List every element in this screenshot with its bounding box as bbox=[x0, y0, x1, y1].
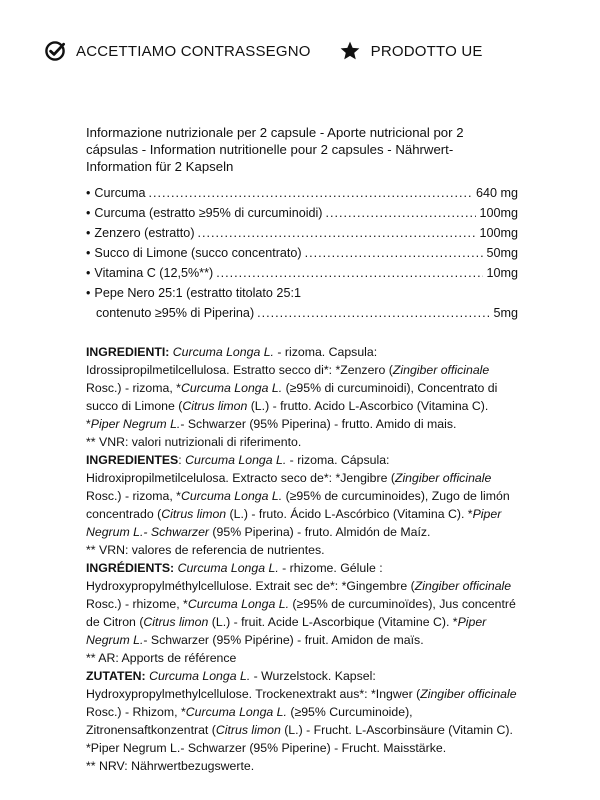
latin-name: Piper Negrum L. bbox=[90, 417, 181, 431]
eu-badge-label: PRODOTTO UE bbox=[370, 42, 483, 60]
nutrition-item: • Vitamina C (12,5%**) ..... 10mg bbox=[86, 263, 518, 283]
reference-note-de: ** NRV: Nährwertbezugswerte. bbox=[86, 759, 255, 773]
nutrition-item-amount: 5mg bbox=[493, 306, 518, 320]
ingredients-de: ZUTATEN: Curcuma Longa L. - Wurzelstock. Kapsel: Hydroxypropylmethylcellulose. Trockenextrakt aus*: *Ingwer (Zingiber officinale Rosc.) - Rhizom, *Curcuma Longa L. (≥95% Curcuminoide), Zitronensaftkonzentrat (Citrus limon (L.) - Frucht. L-Ascorbinsäure (Vitamin C). *Piper Negrum L.- Schwarzer (95% Piperine) - Frucht. Maisstärke. bbox=[86, 669, 517, 755]
star-icon bbox=[339, 40, 361, 62]
latin-name: Curcuma Longa L. bbox=[185, 453, 287, 467]
nutrition-item-name: Vitamina C (12,5%**) bbox=[94, 266, 214, 280]
nutrition-item-name: Succo di Limone (succo concentrato) bbox=[94, 246, 302, 260]
latin-name: Curcuma Longa L. bbox=[180, 381, 283, 395]
latin-name: Piper Negrum L.- Schwarzer bbox=[86, 507, 502, 539]
nutrition-item-name: Zenzero (estratto) bbox=[94, 226, 195, 240]
ingredients-label: INGREDIENTI: bbox=[86, 345, 170, 359]
ingredients-label: INGRÉDIENTS: bbox=[86, 561, 175, 575]
latin-name: Curcuma Longa L. bbox=[149, 669, 251, 683]
latin-name: Zingiber officinale bbox=[414, 579, 512, 593]
reference-note-it: ** VNR: valori nutrizionali di riferimento. bbox=[86, 435, 302, 449]
nutrition-item: • Zenzero (estratto) ..... 100mg bbox=[86, 223, 518, 243]
latin-name: Curcuma Longa L. bbox=[172, 345, 274, 359]
latin-name: Curcuma Longa L. bbox=[180, 489, 283, 503]
latin-name: Piper Negrum L. bbox=[86, 615, 487, 647]
nutrition-heading: Informazione nutrizionale per 2 capsule - Aporte nutricional por 2 cápsulas - Information nutritionelle pour 2 capsules - Nährwert-Information für 2 Kapseln bbox=[86, 125, 464, 174]
nutrition-item-amount: 10mg bbox=[486, 266, 518, 280]
nutrition-item-name-cont: contenuto ≥95% di Piperina) bbox=[96, 306, 255, 320]
latin-name: Zingiber officinale bbox=[394, 471, 492, 485]
check-circle-icon bbox=[44, 40, 66, 62]
latin-name: Citrus limon bbox=[161, 507, 227, 521]
latin-name: Citrus limon bbox=[143, 615, 209, 629]
ingredients-label: INGREDIENTES bbox=[86, 453, 179, 467]
nutrition-item-name: Pepe Nero 25:1 (estratto titolato 25:1 bbox=[94, 286, 301, 300]
nutrition-list bbox=[86, 183, 518, 323]
latin-name: Curcuma Longa L. bbox=[185, 705, 287, 719]
nutrition-item: • Curcuma (estratto ≥95% di curcuminoidi) ..... 100mg bbox=[86, 203, 518, 223]
nutrition-item: • Succo di Limone (succo concentrato) ..... 50mg bbox=[86, 243, 518, 263]
nutrition-item-amount: 640 mg bbox=[475, 186, 518, 200]
nutrition-item-amount: 100mg bbox=[479, 206, 518, 220]
ingredients-it: INGREDIENTI: Curcuma Longa L. - rizoma. Capsula: Idrossipropilmetilcellulosa. Estratto secco di*: *Zenzero (Zingiber officinale Rosc.) - rizoma, *Curcuma Longa L. (≥95% di curcuminoidi), Concentrato di succo di Limone (Citrus limon (L.) - frutto. Acido L-Ascorbico (Vitamina C). *Piper Negrum L.- Schwarzer (95% Piperina) - frutto. Amido di mais. bbox=[86, 345, 498, 431]
ingredients-label: ZUTATEN: bbox=[86, 669, 146, 683]
eu-badge bbox=[339, 40, 483, 62]
nutrition-item-amount: 50mg bbox=[486, 246, 518, 260]
latin-name: Citrus limon bbox=[182, 399, 248, 413]
badges-bar bbox=[44, 40, 560, 62]
ingredients-fr: INGRÉDIENTS: Curcuma Longa L. - rhizome. Gélule : Hydroxypropylméthylcellulose. Extrait sec de*: *Gingembre (Zingiber officinale Rosc.) - rhizome, *Curcuma Longa L. (≥95% de curcuminoïdes), Jus concentré de Citron (Citrus limon (L.) - fruit. Acide L-Ascorbique (Vitamine C). *Piper Negrum L.- Schwarzer (95% Pipérine) - fruit. Amidon de maïs. bbox=[86, 561, 516, 647]
nutrition-item-amount: 100mg bbox=[479, 226, 518, 240]
label-content bbox=[86, 124, 518, 775]
nutrition-item-name: Curcuma bbox=[94, 186, 146, 200]
nutrition-item-name: Curcuma (estratto ≥95% di curcuminoidi) bbox=[94, 206, 323, 220]
reference-note-es: ** VRN: valores de referencia de nutrientes. bbox=[86, 543, 325, 557]
nutrition-item: • Pepe Nero 25:1 (estratto titolato 25:1 contenuto ≥95% di Piperina) ..... 5mg bbox=[86, 283, 518, 323]
cod-badge-label: ACCETTIAMO CONTRASSEGNO bbox=[76, 42, 311, 60]
latin-name: Zingiber officinale bbox=[420, 687, 517, 701]
latin-name: Curcuma Longa L. bbox=[177, 561, 279, 575]
latin-name: Zingiber officinale bbox=[392, 363, 490, 377]
ingredients-es: INGREDIENTES: Curcuma Longa L. - rizoma. Cápsula: Hidroxipropilmetilcelulosa. Extracto seco de*: *Jengibre (Zingiber officinale Rosc.) - rizoma, *Curcuma Longa L. (≥95% de curcuminoides), Zugo de limón concentrado (Citrus limon (L.) - fruto. Ácido L-Ascórbico (Vitamina C). *Piper Negrum L.- Schwarzer (95% Piperina) - fruto. Almidón de Maíz. bbox=[86, 453, 510, 539]
cod-badge bbox=[44, 40, 311, 62]
latin-name: Curcuma Longa L. bbox=[187, 597, 289, 611]
nutrition-item: • Curcuma ..... 640 mg bbox=[86, 183, 518, 203]
latin-name: Citrus limon bbox=[215, 723, 281, 737]
reference-note-fr: ** AR: Apports de référence bbox=[86, 651, 237, 665]
